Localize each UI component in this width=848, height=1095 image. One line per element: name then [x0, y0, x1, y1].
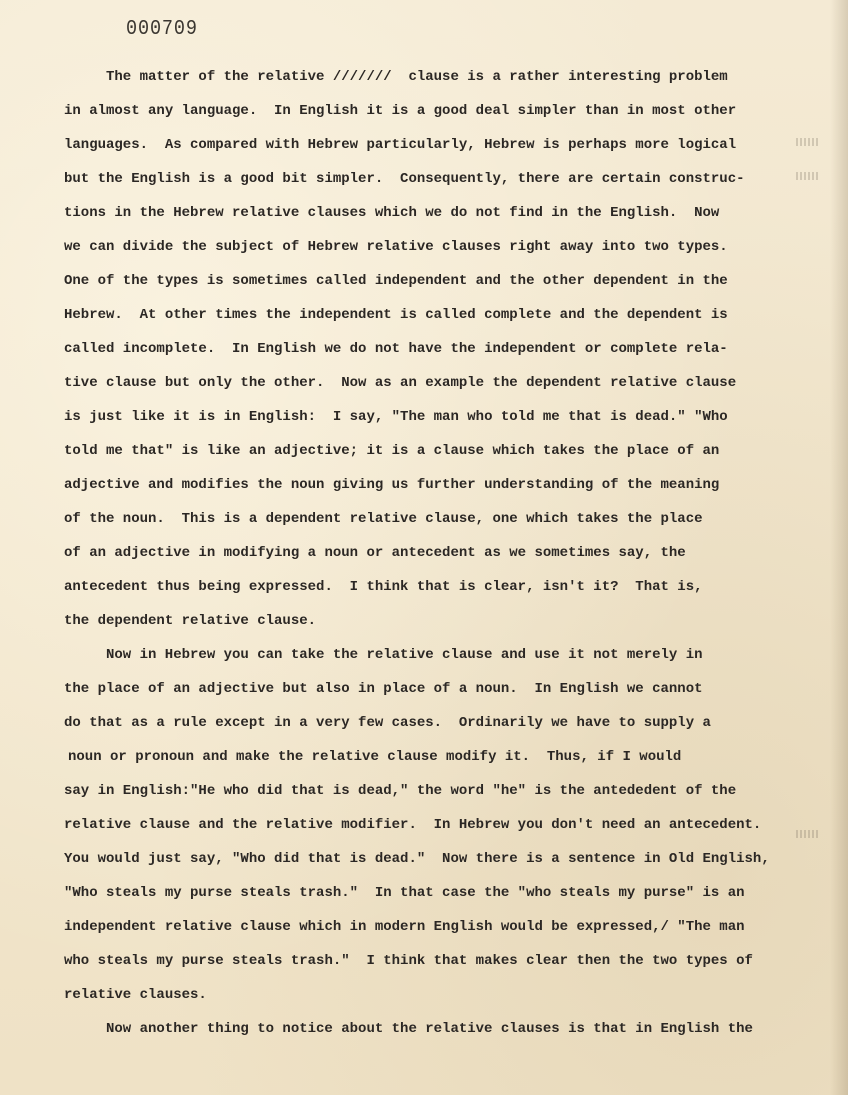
text-line: is just like it is in English: I say, "The man who told me that is dead." "Who — [64, 409, 728, 425]
text-line: in almost any language. In English it is a good deal simpler than in most other — [64, 103, 737, 119]
text-line: of an adjective in modifying a noun or antecedent as we sometimes say, the — [64, 545, 686, 561]
text-line: tive clause but only the other. Now as an example the dependent relative clause — [64, 375, 737, 391]
text-line: the dependent relative clause. — [64, 613, 317, 629]
margin-mark — [796, 138, 820, 146]
text-line: adjective and modifies the noun giving us further understanding of the meaning — [64, 477, 720, 493]
text-line: told me that" is like an adjective; it is a clause which takes the place of an — [64, 443, 720, 459]
text-line: The matter of the relative /////// clause is a rather interesting problem — [106, 69, 728, 85]
text-line: who steals my purse steals trash." I think that makes clear then the two types of — [64, 953, 753, 969]
text-line: say in English:"He who did that is dead," the word "he" is the antededent of the — [64, 783, 737, 799]
text-line: You would just say, "Who did that is dead." Now there is a sentence in Old English, — [64, 851, 770, 867]
text-line: Hebrew. At other times the independent is called complete and the dependent is — [64, 307, 728, 323]
text-line: "Who steals my purse steals trash." In that case the "who steals my purse" is an — [64, 885, 745, 901]
text-line: but the English is a good bit simpler. Consequently, there are certain construc- — [64, 171, 745, 187]
page-edge-shadow — [830, 0, 848, 1095]
margin-mark — [796, 830, 820, 838]
text-line: called incomplete. In English we do not have the independent or complete rela- — [64, 341, 728, 357]
text-line: antecedent thus being expressed. I think that is clear, isn't it? That is, — [64, 579, 703, 595]
text-line: One of the types is sometimes called independent and the other dependent in the — [64, 273, 728, 289]
text-line: of the noun. This is a dependent relative clause, one which takes the place — [64, 511, 703, 527]
text-line: languages. As compared with Hebrew particularly, Hebrew is perhaps more logical — [64, 137, 737, 153]
text-line: relative clauses. — [64, 987, 207, 1003]
text-line: Now another thing to notice about the relative clauses is that in English the — [106, 1021, 753, 1037]
text-line: Now in Hebrew you can take the relative clause and use it not merely in — [106, 647, 703, 663]
text-line: we can divide the subject of Hebrew relative clauses right away into two types. — [64, 239, 728, 255]
text-line: do that as a rule except in a very few cases. Ordinarily we have to supply a — [64, 715, 711, 731]
text-line: relative clause and the relative modifier. In Hebrew you don't need an antecedent. — [64, 817, 762, 833]
document-number: 000709 — [126, 18, 198, 41]
margin-mark — [796, 172, 820, 180]
text-line: the place of an adjective but also in place of a noun. In English we cannot — [64, 681, 703, 697]
text-line: tions in the Hebrew relative clauses which we do not find in the English. Now — [64, 205, 720, 221]
text-line: independent relative clause which in modern English would be expressed,/ "The man — [64, 919, 745, 935]
text-line: noun or pronoun and make the relative clause modify it. Thus, if I would — [68, 749, 682, 765]
